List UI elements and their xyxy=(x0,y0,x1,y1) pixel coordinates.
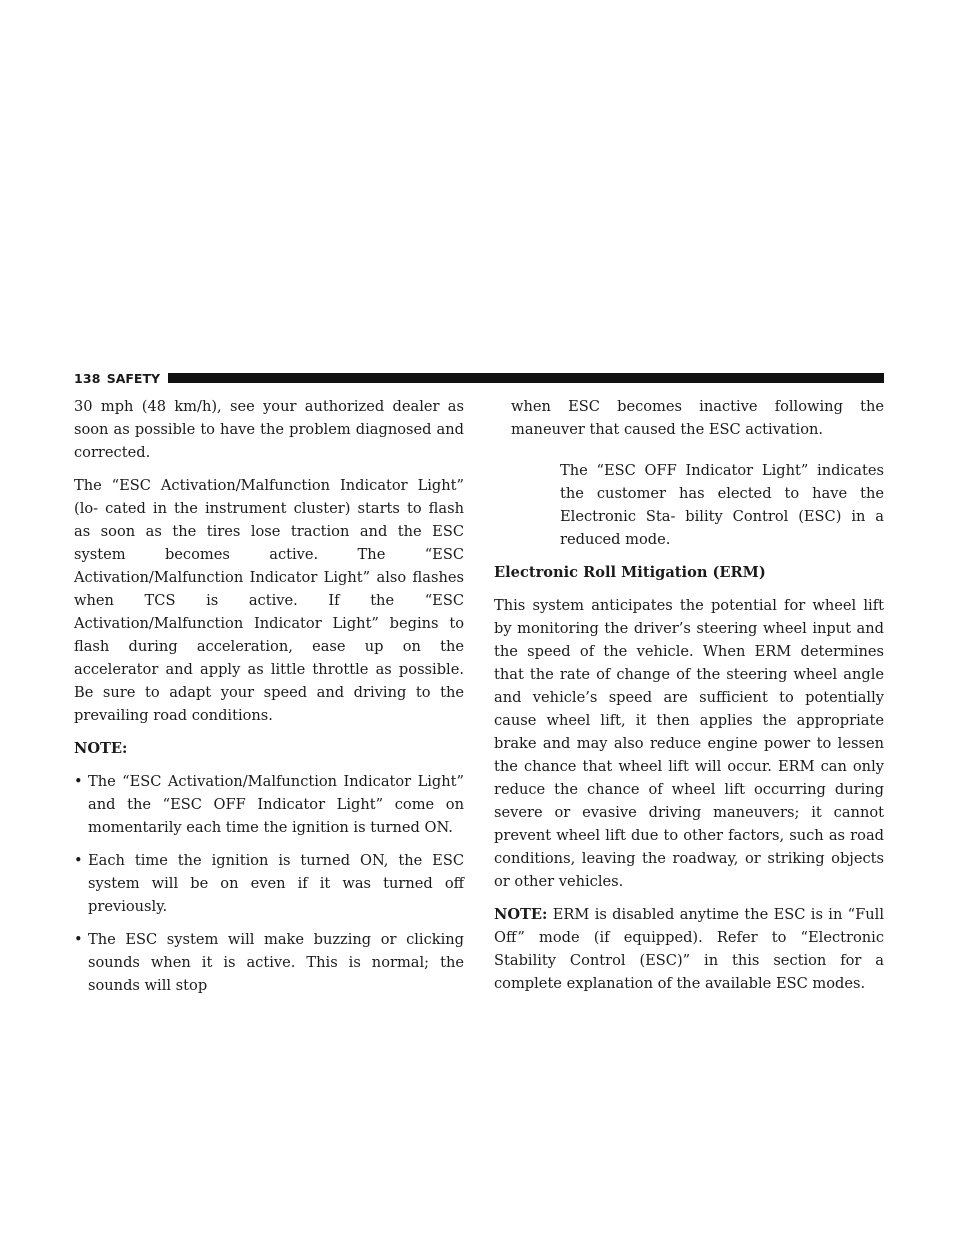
bullet-continuation: when ESC becomes inactive following the maneuver that caused the ESC activation. xyxy=(511,398,884,438)
erm-heading: Electronic Roll Mitigation (ERM) xyxy=(494,564,766,581)
esc-off-indicator-icon xyxy=(498,463,544,503)
erm-paragraph: This system anticipates the potential for wheel lift by monitoring the driver’s steering wheel input and the speed of the vehicle. When ERM determines that the rate of change of the steering wheel angle and vehicle’s speed are sufficient to potentially cause wheel lift, it then applies the appropriate brake and may also reduce engine power to lessen the chance that wheel lift will occur. ERM can only reduce the chance of wheel lift occurring during severe or evasive driving maneuvers; it cannot prevent wheel lift due to other factors, such as road conditions, leaving the roadway, or striking objects or other vehicles. xyxy=(494,597,884,890)
esc-off-indicator-block xyxy=(494,459,884,551)
note-bullet-list xyxy=(74,770,464,997)
bullet-text: The ESC system will make buzzing or clicking sounds when it is active. This is normal; the sounds will stop xyxy=(88,931,464,994)
paragraph-esc-activation: The “ESC Activation/Malfunction Indicator Light” (lo- cated in the instrument cluster) starts to flash as soon as the tires lose traction and the ESC system becomes active. The “ESC Activation/Malfunction Indicator Light” also flashes when TCS is active. If the “ESC Activation/Malfunction Indicator Light” begins to flash during acceleration, ease up on the accelerator and apply as little throttle as possible. Be sure to adapt your speed and driving to the prevailing road conditions. xyxy=(74,477,464,724)
list-item xyxy=(74,849,464,918)
header-rule xyxy=(168,373,884,383)
bullet-glyph: • xyxy=(74,852,83,869)
erm-note-label: NOTE: xyxy=(494,906,548,923)
paragraph-dealer: 30 mph (48 km/h), see your authorized dealer as soon as possible to have the problem diagnosed and corrected. xyxy=(74,398,464,461)
esc-off-indicator-text: The “ESC OFF Indicator Light” indicates the customer has elected to have the Electronic Sta- bility Control (ESC) in a reduced mode. xyxy=(560,462,884,548)
section-title: SAFETY xyxy=(106,370,161,386)
erm-note-text: ERM is disabled anytime the ESC is in “Full Off” mode (if equipped). Refer to “Electronic Stability Control (ESC)” in this section for a complete explanation of the available ESC modes. xyxy=(494,906,884,992)
right-column xyxy=(494,395,884,1005)
page-number: 138 xyxy=(74,370,101,386)
page-header xyxy=(74,370,884,386)
bullet-glyph: • xyxy=(74,931,83,948)
list-item xyxy=(74,928,464,997)
bullet-text: The “ESC Activation/Malfunction Indicator Light” and the “ESC OFF Indicator Light” come on momentarily each time the ignition is turned ON. xyxy=(88,773,464,836)
bullet-text: Each time the ignition is turned ON, the ESC system will be on even if it was turned off previously. xyxy=(88,852,464,915)
left-column xyxy=(74,395,464,1007)
bullet-glyph: • xyxy=(74,773,83,790)
erm-note xyxy=(494,903,884,995)
note-heading: NOTE: xyxy=(74,740,128,757)
list-item xyxy=(74,770,464,839)
